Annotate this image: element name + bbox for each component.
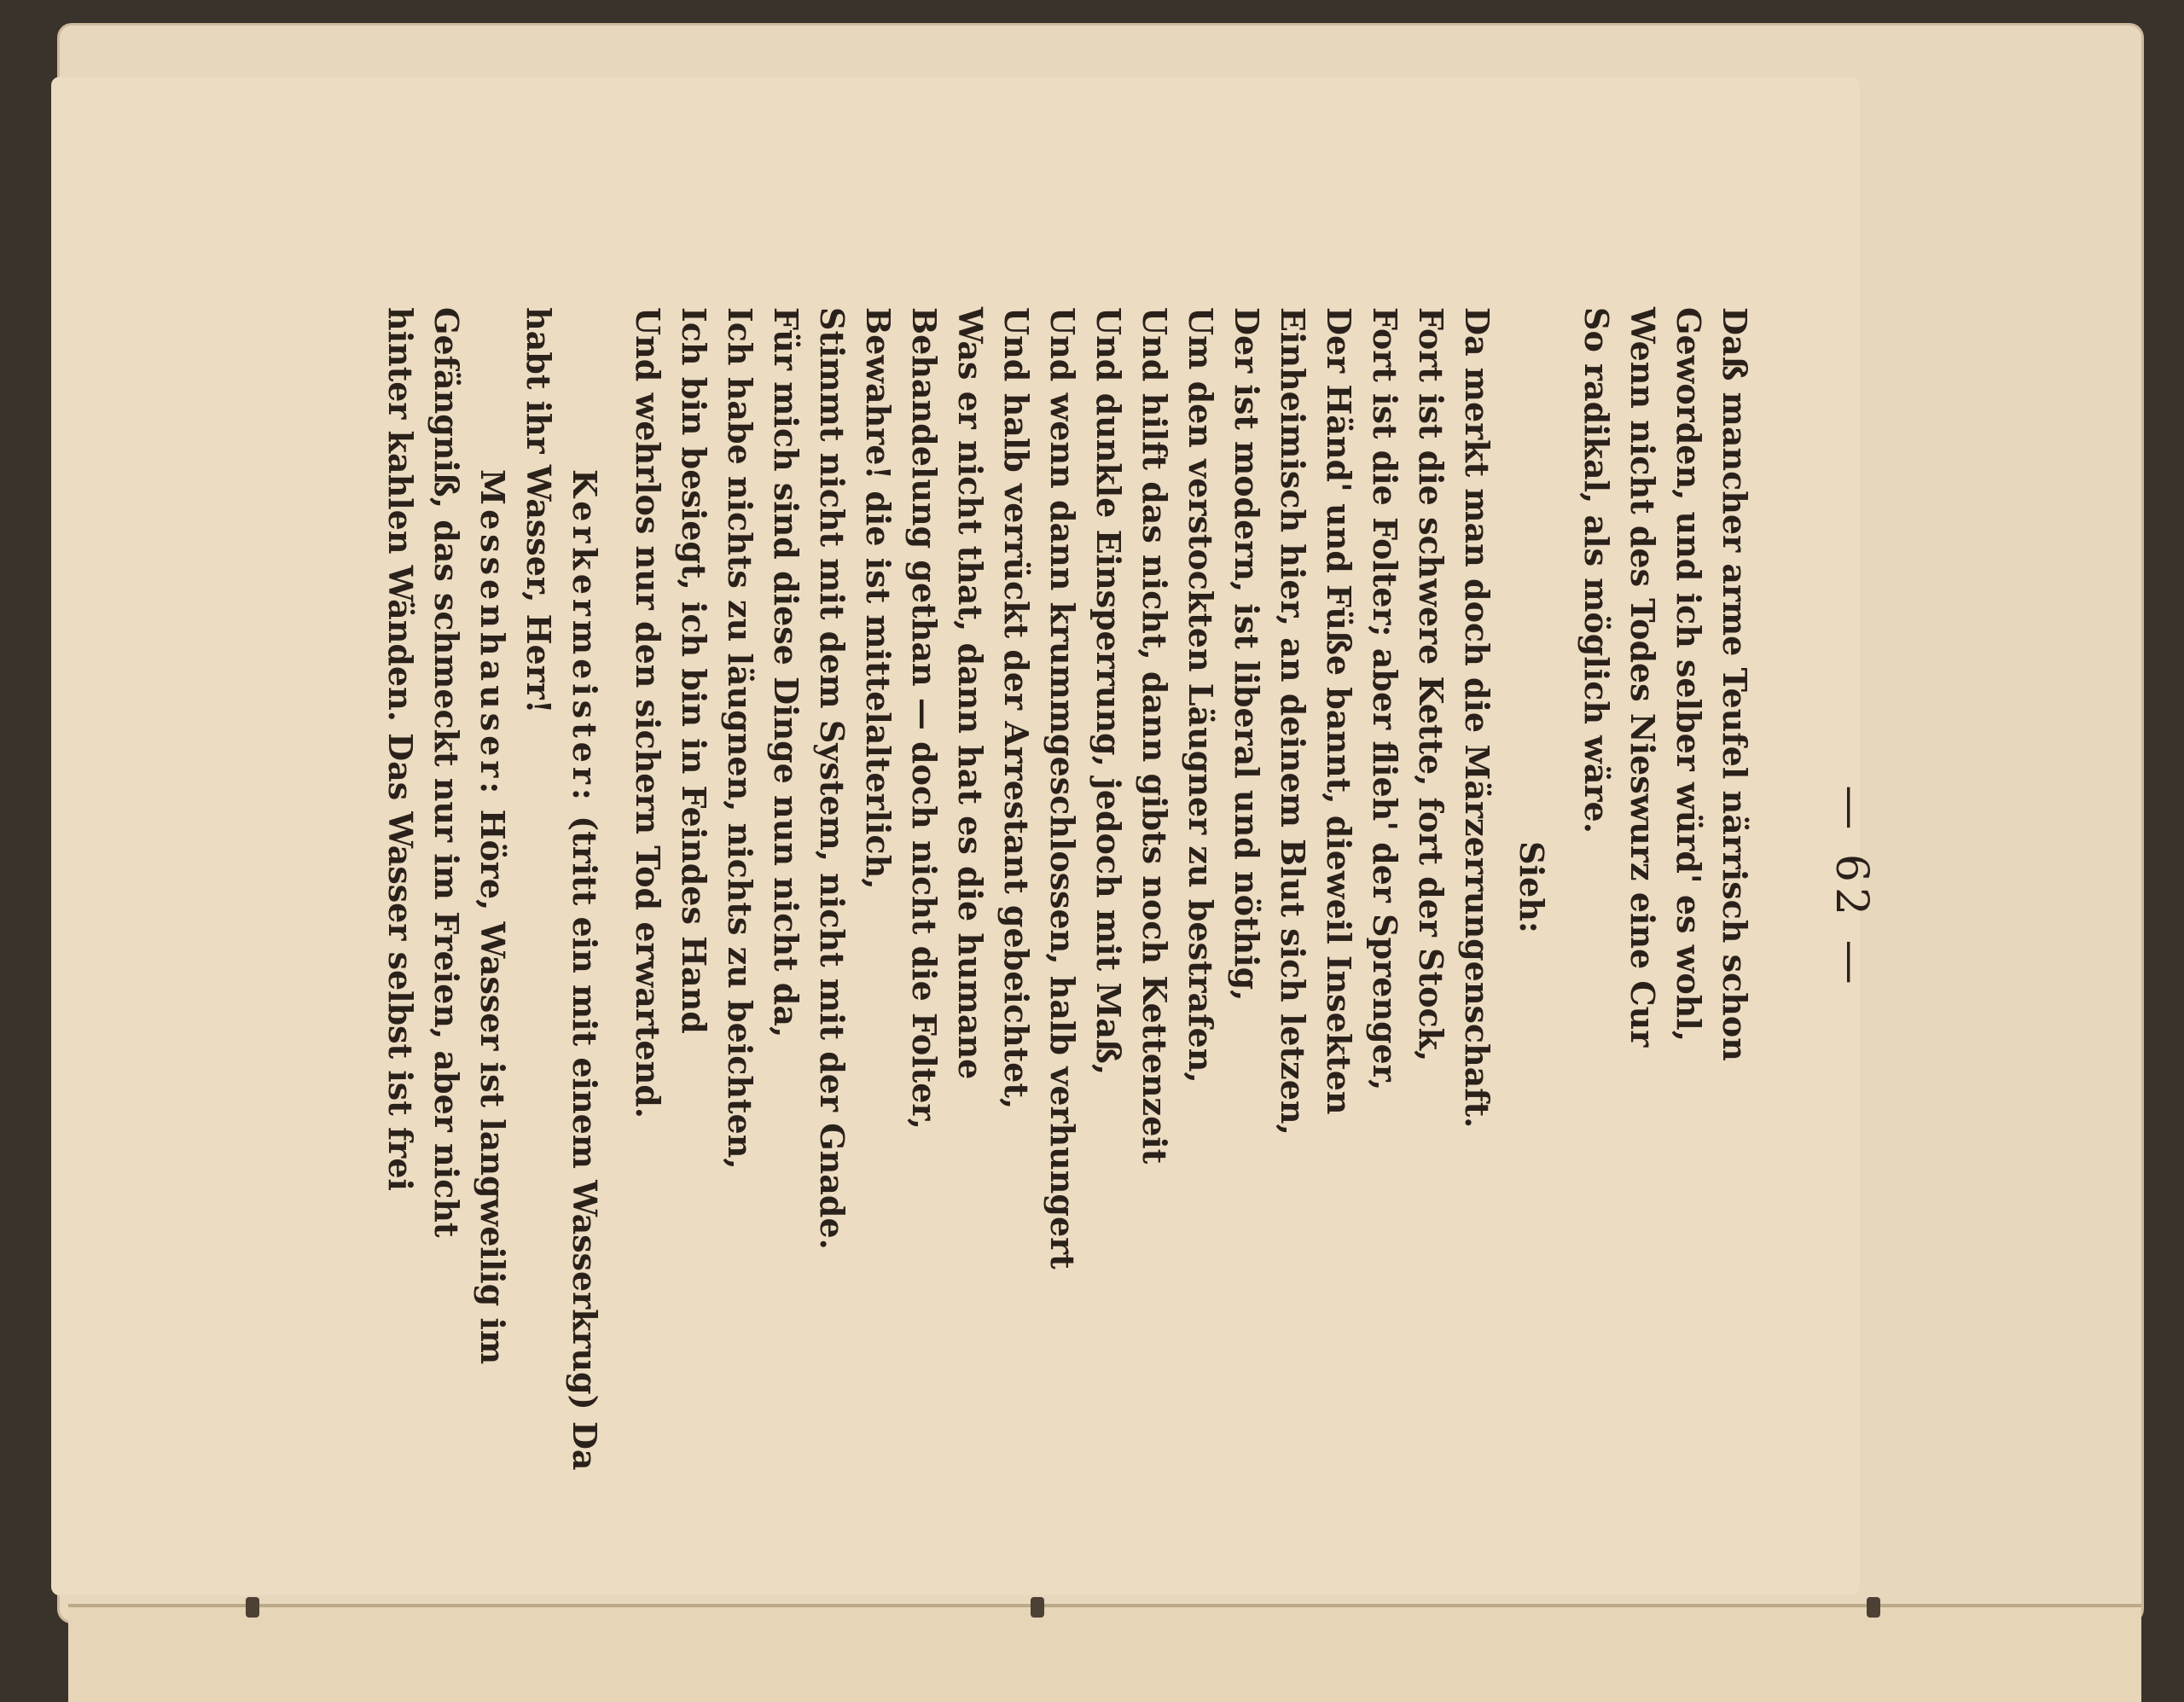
facing-page-edge (68, 1604, 2141, 1702)
verse-line: Ich habe nichts zu läugnen, nichts zu beichten, (721, 307, 759, 1170)
verse-line: Einheimisch hier, an deinem Blut sich letzen, (1274, 307, 1312, 1136)
verse-line: Und wehrlos nur den sichern Tod erwartend. (629, 307, 667, 1119)
dialogue-text: Höre, Wasser ist langweilig im (473, 809, 512, 1365)
page-text (377, 307, 1757, 1471)
speaker-name: Kerkermeister: (566, 469, 604, 805)
verse-line: Stimmt nicht mit dem System, nicht mit der Gnade. (813, 307, 851, 1250)
verse-line: Wenn nicht des Todes Nieswurz eine Cur (1623, 307, 1662, 1048)
binding-stitch-icon (1031, 1597, 1044, 1618)
verse-line: Fort ist die Folter; aber flieh' der Sprenger, (1366, 307, 1404, 1091)
verse-line: Behandelung gethan — doch nicht die Folter, (905, 307, 944, 1130)
verse-line: Was er nicht that, dann hat es die humane (951, 307, 990, 1080)
verse-line: Und wenn dann krummgeschlossen, halb verhungert (1043, 307, 1082, 1269)
binding-stitch-icon (1867, 1597, 1880, 1618)
dialogue-line (469, 307, 515, 1467)
verse-line: So radikal, als möglich wäre. (1577, 307, 1616, 834)
dialogue-line: habt ihr Wasser, Herr! (520, 307, 558, 714)
verse-line: Da merkt man doch die Märzerrungenschaft. (1458, 307, 1496, 1129)
rotated-text-page (256, 307, 1911, 1471)
spacer (607, 307, 624, 1467)
verse-line: Daß mancher arme Teufel närrisch schon (1716, 307, 1754, 1061)
verse-line: Für mich sind diese Dinge nun nicht da, (767, 307, 805, 1038)
verse-line: Der Händ' und Füße bannt, dieweil Insekten (1320, 307, 1358, 1115)
verse-line: Ich bin besiegt, ich bin in Feindes Hand (675, 307, 713, 1034)
stage-cue: Sieh: (1513, 841, 1551, 933)
verse-line: Fort ist die schwere Kette, fort der Stock, (1412, 307, 1450, 1062)
verse-line: Um den verstockten Läugner zu bestrafen, (1182, 307, 1220, 1083)
verse-line: Und dunkle Einsperrung, jedoch mit Maß, (1089, 307, 1128, 1076)
dialogue-text: (tritt ein mit einem Wasserkrug) Da (566, 816, 604, 1471)
dialogue-line: Gefängniß, das schmeckt nur im Freien, aber nicht (427, 307, 466, 1238)
binding-stitch-icon (246, 1597, 259, 1618)
verse-line: Und halb verrückt der Arrestant gebeichtet, (997, 307, 1036, 1110)
verse-line: Und hilft das nicht, dann gibts noch Kettenzeit (1136, 307, 1174, 1165)
verse-line: Geworden, und ich selber würd' es wohl, (1670, 307, 1708, 1042)
verse-line: Bewahre! die ist mittelalterlich, (859, 307, 897, 890)
dialogue-line (561, 307, 607, 1471)
verse-line: Der ist modern, ist liberal und nöthig, (1228, 307, 1266, 1002)
dialogue-line: hinter kahlen Wänden. Das Wasser selbst ist frei (381, 307, 420, 1191)
speaker-name: Messenhauser: (473, 469, 512, 799)
page-number: — 62 — (1826, 785, 1877, 990)
